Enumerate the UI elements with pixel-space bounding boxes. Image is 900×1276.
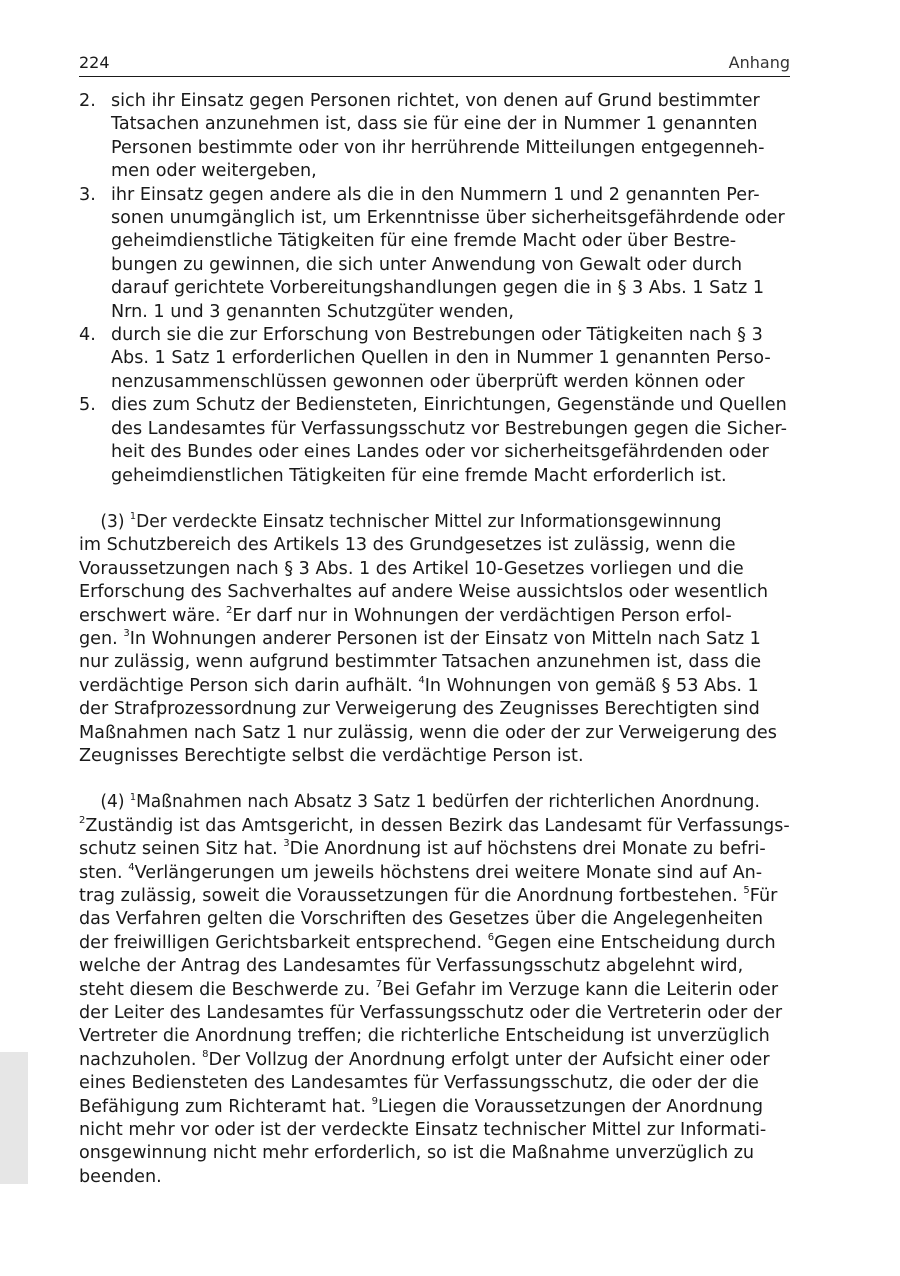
- text-line: [79, 908, 790, 931]
- text-segment: trag zulässig, soweit die Voraussetzungen für die Anordnung fortbestehen.: [79, 886, 744, 906]
- text-segment: welche der Antrag des Landesamtes für Verfassungsschutz abgelehnt wird,: [79, 956, 744, 977]
- sentence-number: 1: [129, 791, 137, 803]
- text-line: Personen bestimmte oder von ihr herrührende Mitteilungen entgegenneh-: [111, 137, 765, 158]
- text-segment: onsgewinnung nicht mehr erforderlich, so ist die Maßnahme unverzüglich zu: [79, 1143, 755, 1164]
- text-line: [79, 698, 790, 721]
- sentence-number: 9: [371, 1095, 378, 1107]
- text-line: nenzusammenschlüssen gewonnen oder überprüft werden können oder: [111, 371, 745, 392]
- text-line: [79, 722, 790, 745]
- sentence-number: 8: [202, 1048, 209, 1060]
- text-line: des Landesamtes für Verfassungsschutz vor Bestrebungen gegen die Sicher-: [111, 418, 787, 439]
- page-header: [79, 50, 790, 77]
- text-segment: eines Bediensteten des Landesamtes für Verfassungsschutz, die oder der die: [79, 1073, 759, 1094]
- text-line: heit des Bundes oder eines Landes oder vor sicherheitsgefährdenden oder: [111, 442, 769, 463]
- text-segment: das Verfahren gelten die Vorschriften des Gesetzes über die Angelegenheiten: [79, 909, 764, 930]
- text-line: sich ihr Einsatz gegen Personen richtet, von denen auf Grund bestimmter: [111, 91, 760, 111]
- text-line: [79, 651, 790, 674]
- text-line: [79, 885, 790, 908]
- sentence-number: 7: [375, 978, 383, 990]
- text-line: [79, 1119, 790, 1142]
- text-line: [79, 534, 790, 557]
- numbered-list: [79, 90, 790, 488]
- text-segment: Zeugnisses Berechtigte selbst die verdächtige Person ist.: [79, 745, 584, 766]
- list-item-number: 3.: [79, 184, 96, 205]
- text-line: [79, 1072, 790, 1095]
- sentence-number: 3: [283, 838, 290, 850]
- text-line: bungen zu gewinnen, die sich unter Anwendung von Gewalt oder durch: [111, 254, 742, 275]
- text-line: Nrn. 1 und 3 genannten Schutzgüter wenden,: [111, 301, 514, 322]
- text-line: [79, 511, 768, 534]
- text-line: darauf gerichtete Vorbereitungshandlungen gegen die in § 3 Abs. 1 Satz 1: [111, 278, 765, 299]
- text-line: ihr Einsatz gegen andere als die in den Nummern 1 und 2 genannten Per-: [111, 184, 760, 205]
- text-line: [79, 605, 790, 628]
- text-segment: nicht mehr vor oder ist der verdeckte Einsatz technischer Mittel zur Informati-: [79, 1120, 767, 1141]
- text-segment: steht diesem die Beschwerde zu.: [79, 979, 376, 1000]
- text-segment: im Schutzbereich des Artikels 13 des Grundgesetzes ist zulässig, wenn die: [79, 535, 736, 556]
- text-segment: Für: [749, 886, 778, 906]
- text-line: [79, 745, 790, 768]
- page-number: 224: [79, 53, 110, 72]
- text-segment: verdächtige Person sich darin aufhält.: [79, 675, 419, 696]
- sentence-number: 6: [487, 931, 495, 943]
- text-line: [79, 628, 790, 651]
- sentence-number: 4: [128, 861, 135, 873]
- text-line: [79, 558, 790, 581]
- sentence-number: 1: [129, 511, 137, 523]
- text-line: [79, 814, 790, 838]
- text-line: durch sie die zur Erforschung von Bestrebungen oder Tätigkeiten nach § 3: [111, 325, 763, 346]
- text-line: dies zum Schutz der Bediensteten, Einrichtungen, Gegenstände und Quellen: [111, 395, 787, 416]
- text-segment: Der verdeckte Einsatz technischer Mittel zur Informationsgewinnung: [136, 511, 722, 532]
- thumb-index-tab: [0, 1052, 28, 1184]
- text-segment: Erforschung des Sachverhaltes auf andere Weise aussichtslos oder wesentlich: [79, 582, 769, 603]
- text-line: [79, 955, 790, 978]
- text-segment: Liegen die Voraussetzungen der Anordnung: [377, 1096, 764, 1117]
- text-line: geheimdienstliche Tätigkeiten für eine fremde Macht oder über Bestre-: [111, 231, 737, 252]
- text-segment: sten.: [79, 862, 129, 883]
- text-segment: Gegen eine Entscheidung durch: [494, 932, 776, 953]
- text-segment: In Wohnungen von gemäß § 53 Abs. 1: [424, 675, 759, 696]
- text-line: [79, 791, 768, 814]
- text-segment: nachzuholen.: [79, 1049, 203, 1070]
- paragraph-label: (4): [100, 792, 125, 813]
- text-line: men oder weitergeben,: [111, 161, 317, 182]
- text-line: [79, 1002, 790, 1025]
- paragraph-3: [79, 511, 790, 768]
- text-segment: Vertreter die Anordnung treffen; die richterliche Entscheidung ist unverzüglich: [79, 1026, 770, 1047]
- list-item: [79, 394, 790, 488]
- text-segment: Maßnahmen nach Absatz 3 Satz 1 bedürfen der richterlichen Anordnung.: [136, 792, 760, 813]
- text-segment: erschwert wäre.: [79, 605, 227, 626]
- list-item: [79, 90, 790, 184]
- text-segment: Er darf nur in Wohnungen der verdächtigen Person erfol-: [232, 605, 732, 626]
- list-item-number: 4.: [79, 325, 96, 346]
- text-segment: gen.: [79, 628, 124, 649]
- list-item: [79, 324, 790, 394]
- paragraph-4: [79, 791, 790, 1189]
- text-segment: der Strafprozessordnung zur Verweigerung des Zeugnisses Berechtigten sind: [79, 699, 760, 720]
- text-segment: Verlängerungen um jeweils höchstens drei weitere Monate sind auf An-: [134, 862, 763, 883]
- text-line: [79, 932, 790, 955]
- running-head-section: Anhang: [728, 53, 790, 72]
- text-segment: beenden.: [79, 1166, 162, 1187]
- text-line: sonen unumgänglich ist, um Erkenntnisse über sicherheitsgefährdende oder: [111, 208, 785, 229]
- text-line: geheimdienstlichen Tätigkeiten für eine fremde Macht erforderlich ist.: [111, 465, 727, 486]
- list-item-number: 2.: [79, 91, 96, 111]
- text-segment: der Leiter des Landesamtes für Verfassungsschutz oder die Vertreterin oder der: [79, 1003, 783, 1024]
- sentence-number: 4: [418, 674, 425, 686]
- sentence-number: 2: [79, 814, 86, 826]
- text-segment: Die Anordnung ist auf höchstens drei Monate zu befri-: [289, 839, 766, 860]
- text-line: [79, 1166, 790, 1189]
- text-segment: Bei Gefahr im Verzuge kann die Leiterin oder: [382, 979, 779, 1000]
- text-segment: In Wohnungen anderer Personen ist der Einsatz von Mitteln nach Satz 1: [129, 628, 761, 649]
- document-page: [79, 50, 790, 1189]
- text-segment: Befähigung zum Richteramt hat.: [79, 1096, 372, 1117]
- text-line: [79, 838, 790, 861]
- sentence-number: 5: [743, 885, 750, 897]
- page-body: [79, 90, 790, 1189]
- text-line: Abs. 1 Satz 1 erforderlichen Quellen in den in Nummer 1 genannten Perso-: [111, 348, 771, 369]
- text-segment: der freiwilligen Gerichtsbarkeit entsprechend.: [79, 932, 488, 953]
- text-line: [79, 979, 790, 1002]
- text-segment: Maßnahmen nach Satz 1 nur zulässig, wenn die oder der zur Verweigerung des: [79, 722, 777, 743]
- text-line: [79, 581, 790, 604]
- list-item-number: 5.: [79, 395, 96, 416]
- text-segment: Der Vollzug der Anordnung erfolgt unter der Aufsicht einer oder: [208, 1049, 770, 1070]
- text-line: Tatsachen anzunehmen ist, dass sie für eine der in Nummer 1 genannten: [111, 114, 758, 135]
- sentence-number: 2: [226, 604, 233, 616]
- text-line: [79, 1142, 790, 1165]
- text-line: [79, 1049, 790, 1072]
- text-segment: nur zulässig, wenn aufgrund bestimmter Tatsachen anzunehmen ist, dass die: [79, 652, 762, 673]
- text-line: [79, 1025, 790, 1048]
- paragraph-label: (3): [100, 511, 125, 532]
- text-segment: Voraussetzungen nach § 3 Abs. 1 des Artikel 10-Gesetzes vorliegen und die: [79, 558, 744, 579]
- text-segment: Zuständig ist das Amtsgericht, in dessen Bezirk das Landesamt für Verfassungs-: [85, 815, 790, 836]
- list-item: [79, 184, 790, 324]
- text-line: [79, 1096, 790, 1119]
- text-line: [79, 675, 790, 698]
- text-line: [79, 862, 790, 885]
- text-segment: schutz seinen Sitz hat.: [79, 839, 284, 860]
- sentence-number: 3: [123, 628, 130, 640]
